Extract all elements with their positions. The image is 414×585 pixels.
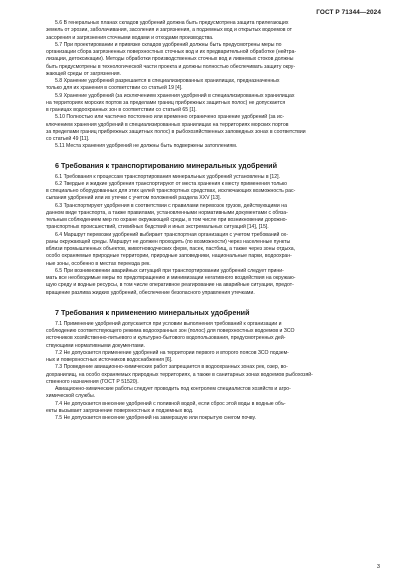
page-number: 3 <box>376 564 380 570</box>
paragraph-5-8: 5.8 Хранение удобрений разрешается в специализированных хранилищах, предназначенных только для их хранения в соответствии со статьей 19 [4]. <box>46 78 280 92</box>
section-6-heading: 6 Требования к транспортированию минеральных удобрений <box>55 160 278 170</box>
paragraph-5-6: 5.6 В генеральных планах складов удобрений должна быть предусмотрена защита прилегающих земель от эрозии, заболачивания, засоления и загрязнения, а подземных вод и открытых водоемов от засорения и загрязнения сточными водами и отходами производства. <box>46 20 293 41</box>
paragraph-5-9: 5.9 Хранение удобрений (за исключением хранения удобрений в специализированных хранилищах на территориях морских портов за пределами границ прибрежных защитных полос) не допускается в границах водоохранных зон в соответствии со статьей 65 [1]. <box>46 92 295 113</box>
standard-header: ГОСТ Р 71344—2024 <box>316 9 381 16</box>
paragraph-5-11: 5.11 Места хранения удобрений не должны быть подвержены затоплениям. <box>55 143 238 150</box>
paragraph-6-4: 6.4 Маршрут перевозки удобрений выбирает транспортная организация с учетом требований ох- раны окружающей среды. Маршрут не должен проходить (по возможности) через населенные пункты вблизи промышленных объектов, животноводческих ферм, пасек, пастбищ, а также через зоны отдыха, особо охраняемые природные территории, природные заповедники, национальные парки, водоохран- ные зоны, особенно в местах переезда рек. <box>46 231 296 267</box>
paragraph-6-2: 6.2 Твердые и жидкие удобрения транспортируют от места хранения к месту применения только в специально оборудованных для этих целей транспортных средствах, исключающих возможность рас- сыпания удобрений или их утечки с учетом положений раздела XXV [13]. <box>46 180 296 202</box>
paragraph-7-5: 7.5 Не допускается внесение удобрений на замерзшую или покрытую снегом почву. <box>55 415 256 421</box>
paragraph-6-5: 6.5 При возникновении аварийных ситуаций при транспортировании удобрений следует прини- мать все необходимые меры по предотвращению и минимизации негативного воздействия на окружаю- щую среду и водные ресурсы, в том числе оперативное реагирование на аварийные ситуации, предот- вращение разлива жидких удобрений, обеспечение безопасного управления утечками. <box>46 267 296 296</box>
section-7-heading: 7 Требования к применению минеральных удобрений <box>55 307 250 317</box>
paragraph-6-1: 6.1 Требования к процессам транспортирования минеральных удобрений установлены в [12]. <box>55 173 280 180</box>
paragraph-6-3: 6.3 Транспортируют удобрения в соответствии с правилами перевозок грузов, действующими на данном виде транспорта, а также правилами, установленными нормативными документами с обяза- тельным соблюдением мер по охране окружающей среды, в том числе при возникновении дорожно- транспортных происшествий, стихийных бедствий и иных экстремальных ситуаций [14], [15]. <box>46 202 288 231</box>
paragraph-7-1: 7.1 Применение удобрений допускается при условии выполнения требований к организации и соблюдению соответствующего режима водоохранных зон (полос) для поверхностных водоемов и ЗСО источников хозяйственно-питьевого и культурно-бытового водопользования, предусмотренных дей- ствующими нормативными документами. <box>46 320 295 349</box>
paragraph-7-3-note: Авиационно-химические работы следует проводить под контролем специалистов хозяйств и агро- химической службы. <box>46 386 291 400</box>
paragraph-7-3: 7.3 Проведение авиационно-химических работ запрещается в водоохранных зонах рек, озер, во- дохранилищ, на особо охраняемых природных территориях, а также в санитарных зонах водоемов рыбохозяй- ственного назначения (ГОСТ Р 51520). <box>46 364 313 385</box>
paragraph-7-4: 7.4 Не допускается внесение удобрений с поливной водой, если сброс этой воды в водные объ- екты вызывает загрязнение поверхностных и подземных вод. <box>46 400 286 414</box>
paragraph-7-2: 7.2 Не допускается применение удобрений на территории первого и второго поясов ЗСО подзем- ных и поверхностных источников водоснабжения [6]. <box>46 349 289 363</box>
paragraph-5-7: 5.7 При проектировании и привязке складов удобрений должны быть предусмотрены меры по организации сбора загрязненных поверхностных сточных вод и их предварительной обработке (нейтра- лизации, детоксикации). Методы обработки производственных сточных вод и ливневых стоков должны быть предусмотрены в технологической части проекта и должны полностью обеспечивать защиту окру- жающей среды от загрязнения. <box>46 41 297 77</box>
document-body <box>46 20 380 422</box>
paragraph-5-10: 5.10 Полностью или частично постоянно или временно ограничено хранение удобрений (за ис- ключением хранения удобрений в специализированных хранилищах на территориях морских портов за пределами границ прибрежных защитных полос) в рыбохозяйственных заповедных зонах в соответствии со статьей 49 [11]. <box>46 114 306 142</box>
